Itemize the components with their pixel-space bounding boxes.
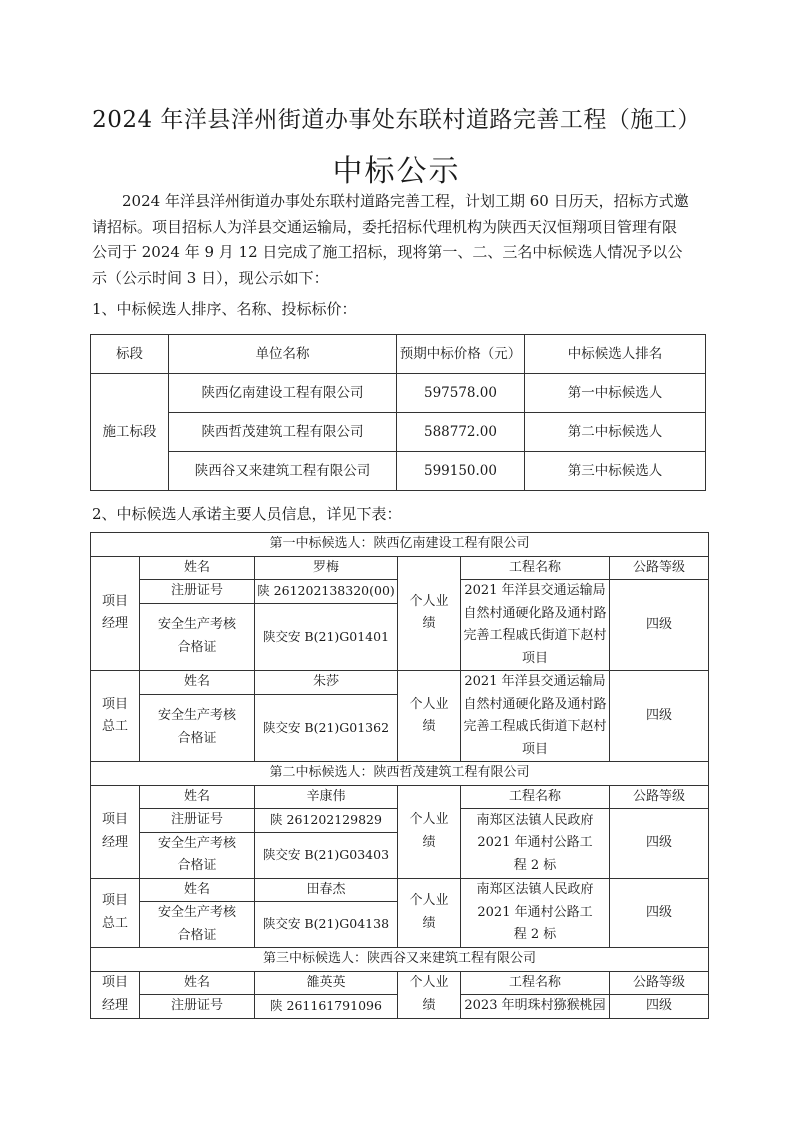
role-text: 项目经理	[101, 812, 128, 850]
role-label	[91, 556, 140, 671]
road-grade: 四级	[610, 995, 709, 1019]
road-grade: 四级	[610, 809, 709, 879]
project-name: 2021 年洋县交通运输局自然村通硬化路及通村路完善工程戚氏街道下赵村项目	[461, 671, 610, 762]
field-label-text: 安全生产考核合格证	[157, 835, 236, 873]
field-label: 工程名称	[461, 971, 610, 995]
field-label: 公路等级	[610, 556, 709, 580]
role-text: 项目总工	[101, 696, 128, 734]
candidate-header: 第二中标候选人：陕西哲茂建筑工程有限公司	[91, 762, 709, 786]
field-label: 注册证号	[140, 809, 255, 833]
personnel-table	[90, 532, 709, 1019]
role-text: 项目经理	[101, 593, 128, 632]
person-name: 辛康伟	[255, 785, 398, 809]
performance-label	[398, 556, 461, 671]
company-name: 陕西哲茂建筑工程有限公司	[169, 413, 397, 452]
header-cell: 中标候选人排名	[525, 335, 706, 374]
intro-line: 示（公示时间 3 日），现公示如下：	[92, 268, 329, 287]
project-name-text: 南郑区法镇人民政府 2021 年通村公路工程 2 标	[476, 882, 594, 942]
performance-text: 个人业绩	[409, 812, 449, 850]
project-name: 2023 年明珠村猕猴桃园	[461, 995, 610, 1019]
header-cell: 单位名称	[169, 335, 397, 374]
registration-number: 陕 261202138320(00)	[255, 580, 398, 604]
registration-number: 陕 261202129829	[255, 809, 398, 833]
performance-text: 个人业绩	[409, 696, 449, 734]
table-row	[91, 413, 706, 452]
project-name: 2021 年洋县交通运输局自然村通硬化路及通村路完善工程戚氏街道下赵村项目	[461, 580, 610, 671]
bid-price: 597578.00	[397, 374, 525, 413]
document-title: 2024 年洋县洋州街道办事处东联村道路完善工程（施工）	[92, 107, 701, 133]
field-label: 姓名	[140, 878, 255, 902]
person-name: 罗梅	[255, 556, 398, 580]
table-row	[91, 374, 706, 413]
field-label	[140, 603, 255, 670]
field-label	[140, 902, 255, 948]
document-subtitle: 中标公示	[332, 154, 461, 189]
performance-text: 个人业绩	[409, 593, 449, 632]
candidate-header: 第一中标候选人：陕西亿南建设工程有限公司	[91, 533, 709, 557]
road-grade: 四级	[610, 878, 709, 948]
header-cell: 预期中标价格（元）	[397, 335, 525, 374]
performance-text: 个人业绩	[409, 893, 449, 931]
bid-ranking-table	[90, 334, 706, 491]
role-text: 项目总工	[101, 893, 128, 931]
company-name: 陕西谷又来建筑工程有限公司	[169, 452, 397, 491]
safety-certificate: 陕交安 B(21)G01401	[255, 603, 398, 670]
intro-line: 2024 年洋县洋州街道办事处东联村道路完善工程，计划工期 60 日历天，招标方式邀	[122, 192, 689, 210]
header-cell: 标段	[91, 335, 169, 374]
field-label: 注册证号	[140, 995, 255, 1019]
person-name: 田春杰	[255, 878, 398, 902]
section-1-heading: 1、中标候选人排序、名称、投标标价：	[92, 300, 357, 318]
field-label: 注册证号	[140, 580, 255, 604]
field-label: 姓名	[140, 671, 255, 695]
table-row	[91, 556, 709, 580]
role-label	[91, 971, 140, 1018]
candidate-header-row	[91, 762, 709, 786]
performance-label	[398, 878, 461, 948]
candidate-header-row	[91, 948, 709, 972]
section-2-heading: 2、中标候选人承诺主要人员信息，详见下表：	[92, 505, 402, 523]
field-label-text: 安全生产考核合格证	[157, 617, 236, 655]
road-grade: 四级	[610, 671, 709, 762]
field-label: 公路等级	[610, 785, 709, 809]
project-name	[461, 809, 610, 879]
safety-certificate: 陕交安 B(21)G01362	[255, 694, 398, 761]
performance-label	[398, 671, 461, 762]
field-label: 工程名称	[461, 785, 610, 809]
performance-label	[398, 971, 461, 1018]
person-name: 朱莎	[255, 671, 398, 695]
safety-certificate: 陕交安 B(21)G04138	[255, 902, 398, 948]
candidate-header-row	[91, 533, 709, 557]
field-label: 姓名	[140, 556, 255, 580]
table-row	[91, 971, 709, 995]
field-label: 工程名称	[461, 556, 610, 580]
candidate-rank: 第三中标候选人	[525, 452, 706, 491]
table-row	[91, 785, 709, 809]
bid-price: 588772.00	[397, 413, 525, 452]
table-row	[91, 452, 706, 491]
registration-number: 陕 261161791096	[255, 995, 398, 1019]
candidate-rank: 第一中标候选人	[525, 374, 706, 413]
field-label: 姓名	[140, 785, 255, 809]
bid-price: 599150.00	[397, 452, 525, 491]
field-label	[140, 832, 255, 878]
table-row	[91, 671, 709, 695]
project-name	[461, 878, 610, 948]
role-text: 项目经理	[101, 975, 128, 1013]
performance-label	[398, 785, 461, 878]
table-row	[91, 878, 709, 902]
field-label: 姓名	[140, 971, 255, 995]
intro-line: 请招标。项目招标人为洋县交通运输局，委托招标代理机构为陕西天汉恒翔项目管理有限	[92, 217, 678, 236]
performance-text: 个人业绩	[409, 975, 449, 1013]
project-name-text: 南郑区法镇人民政府 2021 年通村公路工程 2 标	[476, 812, 594, 873]
field-label-text: 安全生产考核合格证	[157, 905, 236, 943]
field-label: 公路等级	[610, 971, 709, 995]
table-header-row	[91, 335, 706, 374]
candidate-rank: 第二中标候选人	[525, 413, 706, 452]
role-label	[91, 785, 140, 878]
intro-paragraph	[92, 189, 712, 291]
candidate-header: 第三中标候选人：陕西谷又来建筑工程有限公司	[91, 948, 709, 972]
intro-line: 公司于 2024 年 9 月 12 日完成了施工招标，现将第一、二、三名中标候选人情况予以公	[92, 243, 683, 261]
road-grade: 四级	[610, 580, 709, 671]
company-name: 陕西亿南建设工程有限公司	[169, 374, 397, 413]
safety-certificate: 陕交安 B(21)G03403	[255, 832, 398, 878]
field-label-text: 安全生产考核合格证	[157, 708, 236, 746]
role-label	[91, 671, 140, 762]
role-label	[91, 878, 140, 948]
person-name: 雒英英	[255, 971, 398, 995]
field-label	[140, 694, 255, 761]
section-label: 施工标段	[91, 374, 169, 491]
